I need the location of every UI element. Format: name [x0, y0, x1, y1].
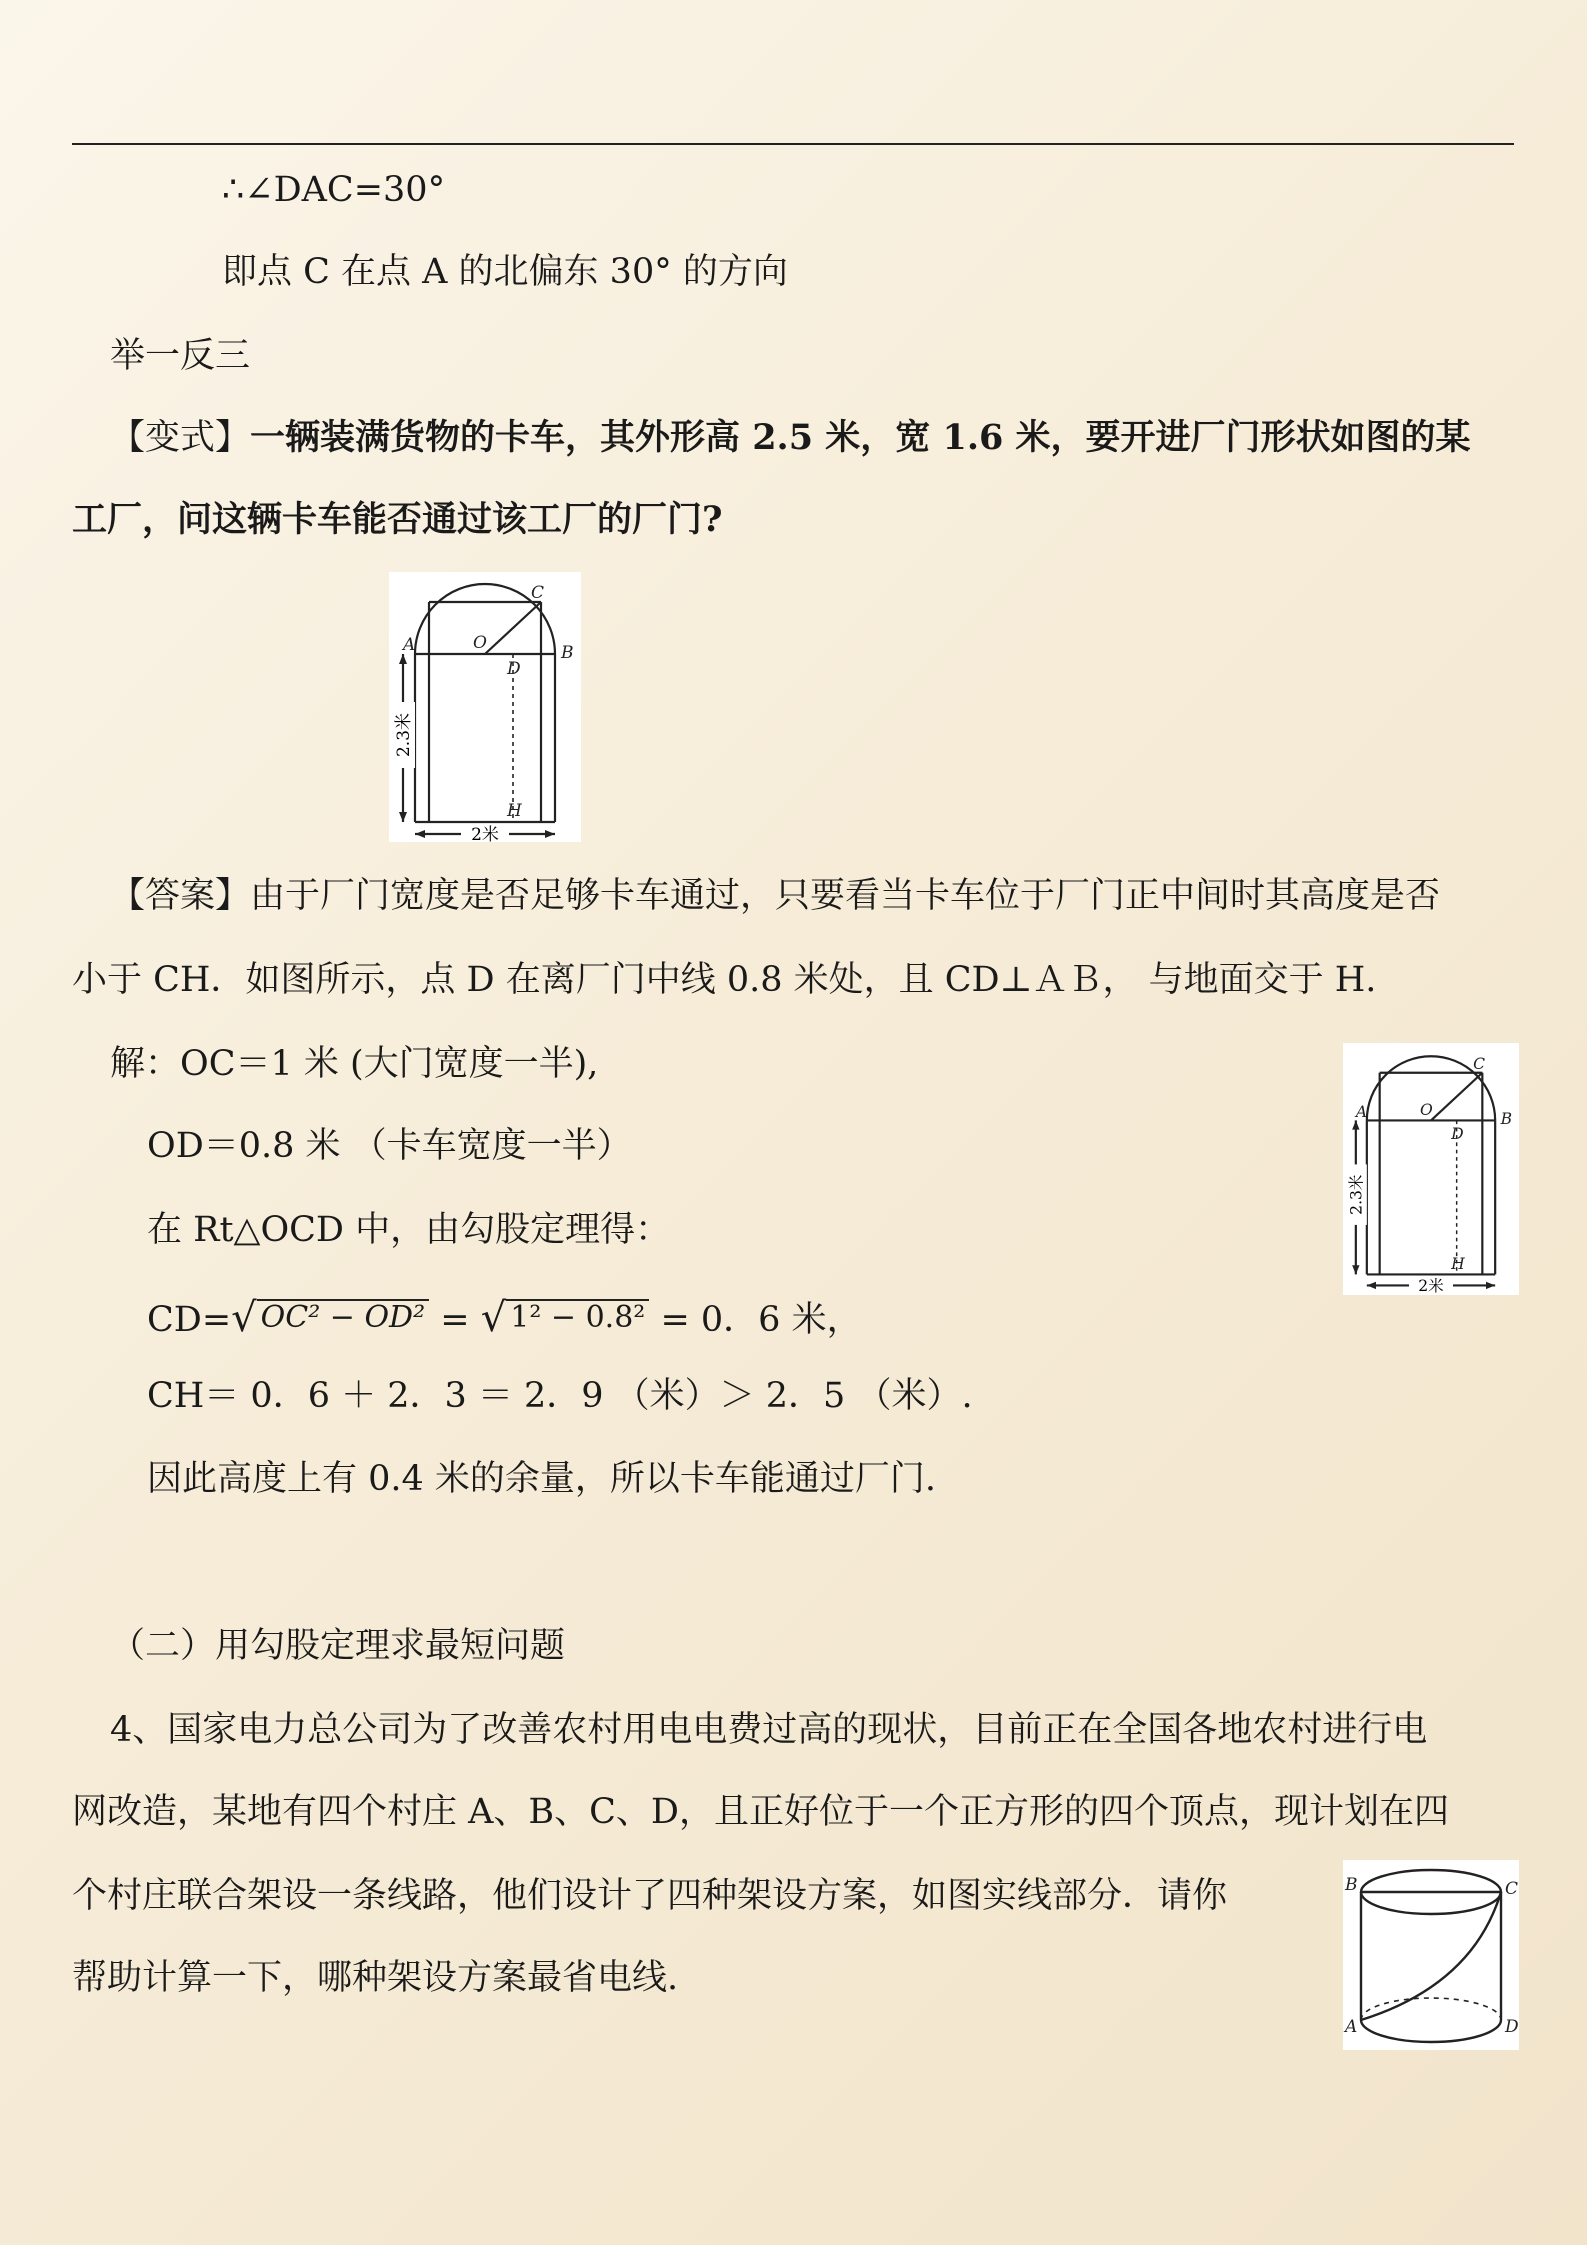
label-d: D	[1451, 1124, 1464, 1143]
label-d: D	[507, 659, 521, 679]
problem-line: 帮助计算一下，哪种架设方案最省电线.	[72, 1958, 679, 1998]
solution-line: OD＝0.8 米 （卡车宽度一半）	[147, 1126, 632, 1166]
formula-lhs: CD=	[147, 1300, 232, 1340]
problem-text: 一辆装满货物的卡车，其外形高 2.5 米，宽 1.6 米，要开进厂门形状如图的某	[250, 417, 1471, 458]
problem-line: 个村庄联合架设一条线路，他们设计了四种架设方案，如图实线部分．请你	[72, 1876, 1228, 1916]
label-c: C	[1473, 1055, 1486, 1074]
solution-line: 解：OC＝1 米 (大门宽度一半),	[110, 1044, 599, 1084]
problem-line: 4、国家电力总公司为了改善农村用电电费过高的现状，目前正在全国各地农村进行电	[110, 1710, 1428, 1750]
door-figure-small	[1343, 1043, 1519, 1295]
solution-line: CH＝ 0．6 ＋ 2．3 ＝ 2．9 （米）＞ 2．5 （米）.	[147, 1376, 973, 1416]
label-a: A	[403, 635, 416, 655]
label-a: A	[1355, 1102, 1368, 1121]
problem-line: 网改造，某地有四个村庄 A、B、C、D，且正好位于一个正方形的四个顶点，现计划在四	[72, 1792, 1449, 1832]
answer-line: 小于 CH．如图所示，点 D 在离厂门中线 0.8 米处，且 CD⊥ＡＢ， 与地面交于 H.	[72, 960, 1377, 1000]
label-o: O	[473, 633, 487, 653]
solution-line: 因此高度上有 0.4 米的余量，所以卡车能通过厂门.	[147, 1459, 937, 1499]
label-d: D	[1505, 2017, 1519, 2037]
label-o: O	[1420, 1100, 1433, 1119]
radicand-2: 1² − 0.8²	[506, 1299, 649, 1335]
height-label: 2.3米	[394, 712, 414, 758]
section-heading: （二）用勾股定理求最短问题	[110, 1626, 566, 1666]
answer-line: 【答案】由于厂门宽度是否足够卡车通过，只要看当卡车位于厂门正中间时其高度是否	[110, 876, 1441, 916]
cylinder-figure	[1343, 1860, 1519, 2050]
width-label: 2米	[471, 825, 499, 842]
label-c: C	[531, 583, 545, 603]
solution-line: 在 Rt△OCD 中，由勾股定理得：	[147, 1210, 671, 1250]
label-c: C	[1505, 1879, 1519, 1899]
label-h: H	[507, 801, 522, 821]
label-b: B	[561, 643, 574, 663]
label-b: B	[1500, 1110, 1513, 1129]
width-label: 2米	[1418, 1276, 1444, 1295]
formula-result: = 0．6 米，	[660, 1300, 862, 1340]
height-label: 2.3米	[1347, 1174, 1366, 1215]
formula-line	[147, 1294, 862, 1344]
header-rule	[72, 143, 1514, 145]
problem-line: 工厂，问这辆卡车能否通过该工厂的厂门?	[72, 499, 723, 540]
label-b: B	[1345, 1875, 1358, 1895]
problem-line	[110, 414, 1471, 462]
door-figure	[389, 572, 581, 842]
label-a: A	[1345, 2017, 1358, 2037]
text-line: ∴∠DAC=30°	[222, 170, 446, 210]
formula-equals: =	[440, 1300, 470, 1340]
variant-tag: 【变式】	[110, 418, 251, 458]
section-heading: 举一反三	[110, 336, 251, 376]
sqrt-icon: √	[480, 1295, 507, 1341]
text-line: 即点 C 在点 A 的北偏东 30° 的方向	[222, 252, 788, 292]
sqrt-icon: √	[231, 1295, 257, 1341]
radicand-1: OC² − OD²	[257, 1299, 429, 1335]
label-h: H	[1451, 1254, 1465, 1273]
